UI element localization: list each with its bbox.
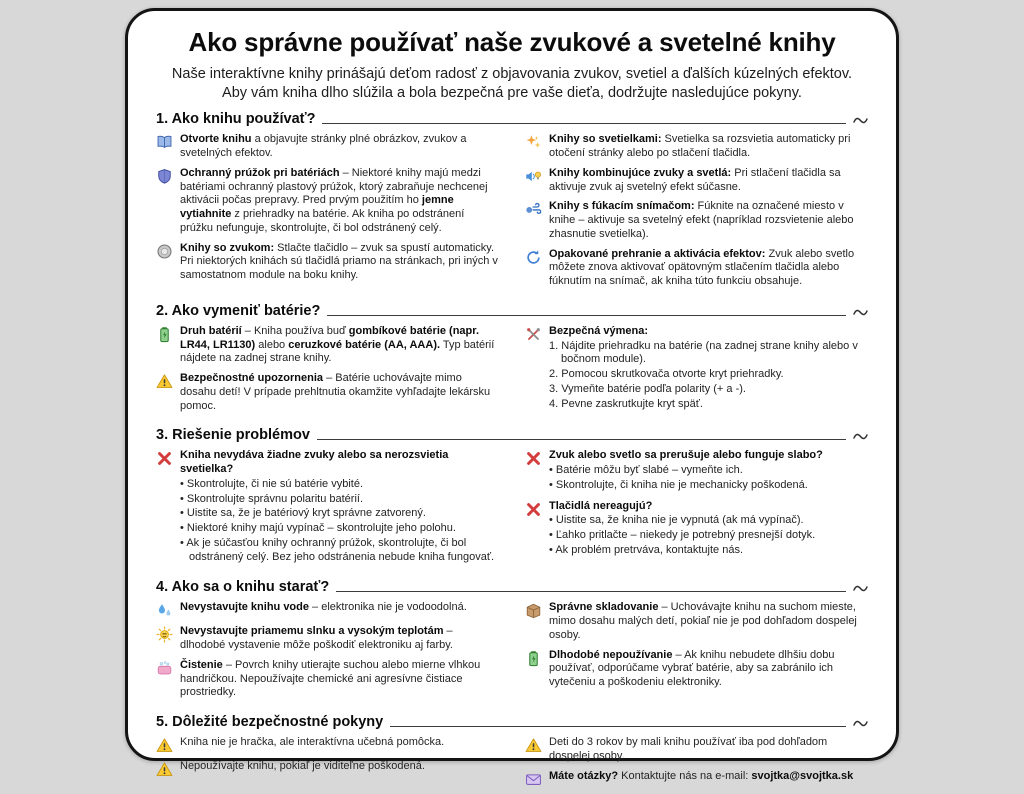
numbered-step: Pomocou skrutkovača otvorte kryt priehradky. [561,368,784,380]
sparkles-icon [525,134,542,151]
item-text-regular: Svetielka sa rozsvietia automaticky pri otočení stránky alebo po stlačení tlačidla. [549,133,851,159]
warning-icon [156,373,173,390]
item-text [549,167,868,195]
item-text [180,242,499,283]
item-text-regular: – elektronika nie je vodoodolná. [309,601,467,614]
intro-text [156,65,868,103]
section-header [156,303,868,319]
item-text-bold: Otvorte knihu [180,133,252,146]
item-line [180,133,499,161]
email-icon [525,771,542,788]
item-line [549,601,868,642]
squiggle-icon [853,719,868,728]
item-text-regular: – Niektoré knihy majú medzi batériami ochranný plastový prúžok, ktorý zabraňuje nechcenej aktivácii počas prepravy. Pred prvým použitím ho [180,166,488,207]
error-icon [525,501,542,518]
section-2 [156,303,868,420]
item-text-bold: svojtka@svojtka.sk [751,769,854,782]
section-columns [156,601,868,706]
section-columns [156,133,868,295]
section-heading: 5. Dôležité bezpečnostné pokyny [156,714,384,730]
section-header [156,111,868,127]
item-text-bold: Tlačidlá nereagujú? [549,499,653,512]
item-line [549,167,868,195]
item-text [549,248,868,289]
section-3 [156,427,868,571]
squiggle-icon [853,432,868,441]
instruction-item [525,601,868,642]
instruction-item [525,325,868,413]
item-text-regular: Kniha nie je hračka, ale interaktívna učebná pomôcka. [180,736,445,748]
bullet-item: • Uistite sa, že je batériový kryt správne zatvorený. [180,507,499,521]
item-line [549,500,815,514]
item-text-regular: Kontaktujte nás na e-mail: [618,769,752,782]
item-text-regular: – Ak knihu nebudete dlhšiu dobu používať, odporúčame vybrať batérie, aby sa zabránilo ich vytečeniu a poškodeniu elektroniky. [549,648,835,688]
instruction-item [525,649,868,690]
numbered-step: Vymeňte batérie podľa polarity (+ a -). [561,382,746,395]
item-text [549,500,815,559]
item-text [180,372,499,413]
item-text-regular: Stlačte tlačidlo – zvuk sa spustí automaticky. Pri niektorých knihách sú tlačidlá priamo na stránkach, pri iných v samostatnom module na boku knihy. [180,241,498,281]
section-rule [336,591,846,592]
item-text-regular: z priehradky na batérie. Ak kniha po odstránení prúžku nefunguje, skontrolujte, či bol odstránený celý. [180,208,465,234]
instruction-item [525,248,868,289]
instruction-item [156,760,499,778]
item-line [180,242,499,283]
item-text [180,659,499,700]
section-columns [156,449,868,571]
blow-sensor-icon [525,201,542,218]
section-columns [156,325,868,420]
instruction-item [156,659,499,700]
item-text [180,625,499,653]
instruction-item [156,167,499,236]
item-text-bold: Nevystavujte knihu vode [180,601,309,614]
bullet-item: • Batérie môžu byť slabé – vymeňte ich. [549,464,823,478]
instruction-item [156,133,499,161]
item-text [180,760,425,778]
sound-button-icon [156,243,173,260]
item-line [180,372,499,413]
item-text-bold: Knihy so zvukom: [180,241,275,254]
intro-line-2: Aby vám kniha dlho slúžila a bola bezpečná pre vaše dieťa, dodržujte nasledujúce pokyny. [222,85,802,102]
instruction-item [525,200,868,241]
column-right [525,601,868,706]
item-text-bold: Druh batérií [180,324,242,337]
shield-icon [156,168,173,185]
item-text [549,736,868,764]
warning-icon [156,737,173,754]
item-text-regular: Pri stlačení tlačidla sa aktivuje zvuk aj svetelný efekt súčasne. [549,166,841,193]
item-text-bold: Máte otázky? [549,769,619,782]
item-text [549,601,868,642]
instruction-item [525,770,868,788]
item-text [549,133,868,161]
item-text-bold: Bezpečná výmena: [549,324,649,337]
bullet-list [549,514,815,557]
bullet-list [180,478,499,565]
column-left [156,325,499,420]
bullet-item: • Skontrolujte, či kniha nie je mechanicky poškodená. [549,479,823,493]
bullet-item: • Uistite sa, že kniha nie je vypnutá (ak má vypínač). [549,514,815,528]
item-text-bold: Ochranný prúžok pri batériách [180,166,340,179]
bullet-item: • Ak je súčasťou knihy ochranný prúžok, skontrolujte, či bol odstránený celý. Bez jeho odstránenia nebude kniha fungovať. [180,537,499,565]
item-text-bold: Správne skladovanie [549,601,659,614]
item-text [180,325,499,366]
intro-line-1: Naše interaktívne knihy prinášajú deťom radosť z objavovania zvukov, svetiel a ďalších kúzelných efektov. [171,66,853,82]
item-text-bold: Opakované prehranie a aktivácia efektov: [549,247,766,260]
item-line [549,200,868,241]
item-text-bold: Bezpečnostné upozornenia [180,372,324,384]
bullet-item: • Ak problém pretrváva, kontaktujte nás. [549,544,815,558]
section-rule [327,315,846,316]
item-text-regular: a objavujte stránky plné obrázkov, zvukov a svetelných efektov. [180,133,467,159]
instruction-item [156,736,499,754]
item-text-regular: Fúknite na označené miesto v knihe – aktivuje sa svetelný efekt (napríklad rozsvietenie alebo zhasnutie svetielka). [549,200,854,240]
item-line [549,325,868,339]
item-text-regular: Nepoužívajte knihu, pokiaľ je viditeľne poškodená. [180,760,425,772]
bullet-item: • Skontrolujte, či nie sú batérie vybité. [180,478,499,492]
item-text-bold: Kniha nevydáva žiadne zvuky alebo sa nerozsvietia svetielka? [180,449,449,475]
item-text-regular: Typ batérií nájdete na zadnej strane knihy. [180,338,495,365]
bullet-list [549,464,823,493]
item-line [180,736,444,750]
item-line [180,659,499,700]
section-rule [317,439,846,440]
numbered-step-list [549,340,868,412]
section-header [156,427,868,443]
bullet-item: • Skontrolujte správnu polaritu batérií. [180,493,499,507]
item-text [549,770,853,788]
item-line [180,449,499,477]
column-left [156,133,499,295]
storage-icon [525,602,542,619]
battery-icon [156,326,173,343]
item-text [549,449,823,493]
battery-icon [525,650,542,667]
item-text-bold: Knihy so svetielkami: [549,133,662,146]
item-line [180,167,499,236]
instruction-item [156,372,499,413]
item-line [549,248,868,289]
item-text-bold: ceruzkové batérie (AA, AAA). [288,338,441,351]
item-line [180,760,425,774]
section-columns [156,736,868,794]
item-line [180,325,499,366]
column-right [525,736,868,794]
section-heading: 3. Riešenie problémov [156,427,310,444]
section-rule [390,726,846,727]
column-left [156,601,499,706]
cleaning-icon [156,660,173,677]
item-text-regular: – Batérie uchovávajte mimo dosahu detí! V prípade prehltnutia okamžite vyhľadajte lekársku pomoc. [180,372,491,412]
instruction-item [156,325,499,366]
item-text [180,449,499,565]
item-text [180,601,467,619]
section-1 [156,111,868,295]
item-text [549,200,868,241]
item-text [549,649,868,690]
section-heading: 2. Ako vymeniť batérie? [156,302,321,319]
item-line [549,736,868,764]
instruction-item [525,167,868,195]
instruction-item [156,449,499,565]
item-text-regular: alebo [255,338,289,351]
instruction-item [525,449,868,493]
item-text-regular: Deti do 3 rokov by mali knihu používať iba pod dohľadom dospelej osoby. [549,736,828,762]
water-icon [156,602,173,619]
sun-icon [156,626,173,643]
section-header [156,714,868,730]
section-rule [322,123,846,124]
bullet-item: • Niektoré knihy majú vypínač – skontrolujte jeho polohu. [180,522,499,536]
item-text-regular: – dlhodobé vystavenie môže poškodiť elektroniku aj farby. [180,625,453,651]
column-right [525,449,868,571]
item-text-bold: jemne vytiahnite [180,194,454,220]
item-text-bold: Knihy s fúkacím snímačom: [549,200,695,213]
section-heading: 1. Ako knihu používať? [156,111,316,128]
squiggle-icon [853,116,868,125]
warning-icon [525,737,542,754]
item-text [180,167,499,236]
squiggle-icon [853,584,868,593]
instruction-item [156,242,499,283]
section-header [156,579,868,595]
sections [156,111,868,793]
instruction-item [156,601,499,619]
item-line [549,649,868,690]
item-text-regular: – Povrch knihy utierajte suchou alebo mierne vlhkou handričkou. Nepoužívajte chemické ani agresívne čistiace prostriedky. [180,658,481,699]
error-icon [525,450,542,467]
item-text-bold: Knihy kombinujúce zvuky a svetlá: [549,166,732,179]
bullet-item: • Ľahko pritlačte – niekedy je potrebný presnejší dotyk. [549,529,815,543]
item-line [549,133,868,161]
sound-light-icon [525,168,542,185]
column-right [525,133,868,295]
item-line [180,625,499,653]
tools-icon [525,326,542,343]
item-text-bold: Dlhodobé nepoužívanie [549,648,673,661]
item-text-regular: – Kniha používa buď [241,324,349,337]
item-text-bold: gombíkové batérie (napr. LR44, LR1130) [180,324,479,351]
column-right [525,325,868,420]
item-text-bold: Čistenie [180,658,223,671]
instruction-item [156,625,499,653]
section-4 [156,579,868,706]
column-left [156,449,499,571]
instruction-item [525,736,868,764]
item-text-regular: – Uchovávajte knihu na suchom mieste, mimo dosahu malých detí, pokiaľ nie je pod dohľadom dospelej osoby. [549,601,857,641]
section-5 [156,714,868,794]
item-line [549,449,823,463]
item-text [549,325,868,413]
item-line [549,770,853,784]
item-line [180,601,467,615]
warning-icon [156,761,173,778]
instruction-card [125,8,899,782]
item-text-bold: Zvuk alebo svetlo sa prerušuje alebo funguje slabo? [549,449,823,462]
item-text-bold: Nevystavujte priamemu slnku a vysokým teplotám [180,625,444,638]
item-text-regular: Zvuk alebo svetlo môžete znova aktivovať opätovným stlačením tlačidla alebo fúknutím na snímač, ak kniha túto funkciu obsahuje. [549,247,855,287]
numbered-step: Nájdite priehradku na batérie (na zadnej strane knihy alebo v bočnom module). [561,339,858,366]
section-heading: 4. Ako sa o knihu starať? [156,579,330,596]
error-icon [156,450,173,467]
squiggle-icon [853,308,868,317]
item-text [180,736,444,754]
page-title: Ako správne používať naše zvukové a svetelné knihy [188,27,836,57]
item-text [180,133,499,161]
instruction-item [525,133,868,161]
open-book-icon [156,134,173,151]
numbered-step: Pevne zaskrutkujte kryt späť. [561,397,703,410]
column-left [156,736,499,794]
instruction-item [525,500,868,559]
replay-icon [525,249,542,266]
